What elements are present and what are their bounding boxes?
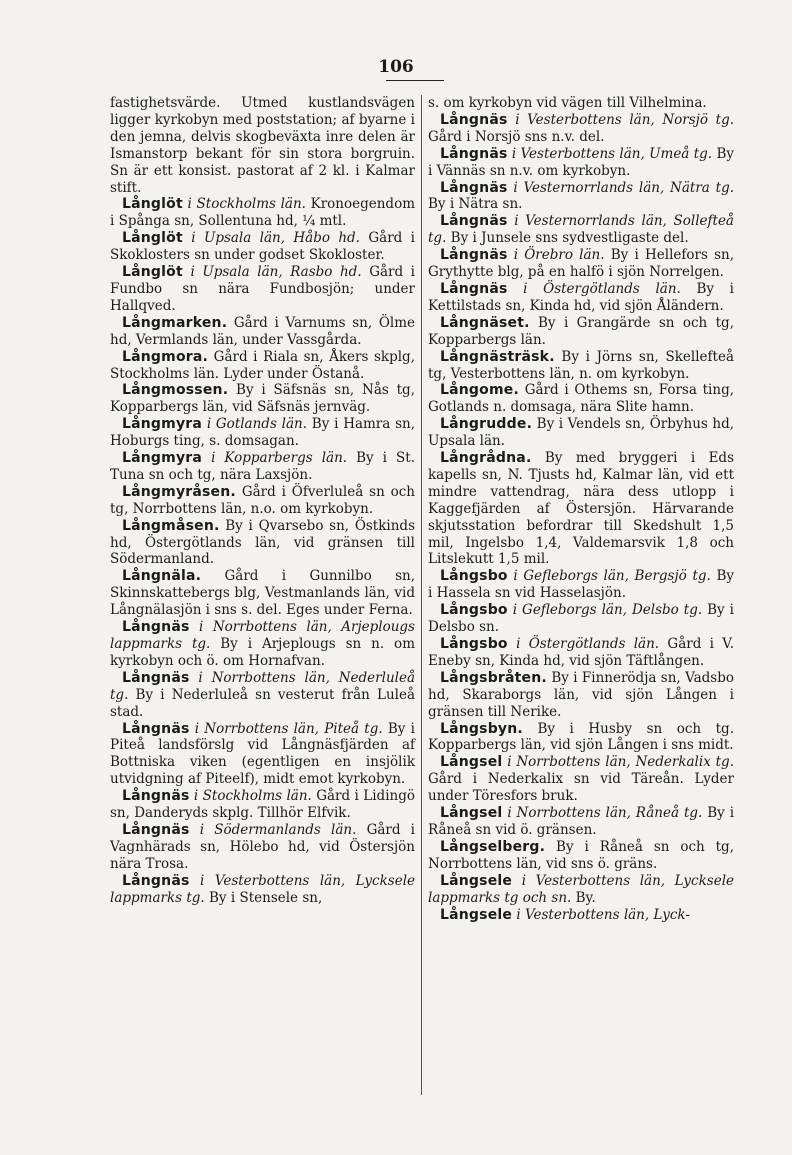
entry-headword: Långnäs — [122, 872, 190, 889]
dictionary-entry — [428, 568, 734, 602]
entry-text: By i Vännäs sn n.v. om kyrkobyn. — [428, 145, 734, 179]
right-column — [428, 95, 734, 923]
entry-headword: Långnäs — [440, 280, 508, 297]
entry-text: Gård i Gunnilbo sn, Skinnskattebergs blg, Vestmanlands län, vid Långnälasjön i sns s. del. Eges under Ferna. — [110, 568, 415, 619]
entry-text: Gård i Othems sn, Forsa ting, Gotlands n. domsaga, nära Slite hamn. — [428, 382, 734, 416]
entry-headword: Långome. — [440, 382, 519, 399]
dictionary-entry — [110, 822, 415, 873]
dictionary-entry — [110, 484, 415, 518]
entry-location: i Vesterbottens län, Norsjö tg. — [515, 111, 735, 128]
entry-location: i Östergötlands län. — [523, 280, 681, 297]
dictionary-entry — [110, 349, 415, 383]
dictionary-entry — [428, 95, 734, 112]
entry-location: i Gefleborgs län, Delsbo tg. — [512, 602, 703, 619]
entry-text: By i St. Tuna sn och tg, nära Laxsjön. — [110, 450, 415, 483]
entry-text: Gård i Nederkalix sn vid Täreån. Lyder under Töresfors bruk. — [428, 771, 734, 805]
entry-text: By i Nederluleå sn vesterut från Luleå stad. — [110, 686, 415, 720]
entry-text: By i Grangärde sn och tg, Kopparbergs län. — [428, 314, 734, 348]
entry-headword: Långlöt — [122, 264, 183, 281]
entry-headword: Långnäla. — [122, 568, 202, 585]
entry-location: i Stockholms län. — [187, 196, 306, 213]
dictionary-entry — [428, 721, 734, 755]
entry-text: By i Arjeplougs sn n. om kyrkobyn och ö. om Hornafvan. — [110, 636, 415, 669]
dictionary-entry — [110, 450, 415, 484]
entry-location: i Norrbottens län, Piteå tg. — [194, 720, 383, 737]
entry-headword: Långmyråsen. — [122, 483, 236, 500]
entry-location: i Upsala län, Rasbo hd. — [190, 264, 362, 281]
dictionary-entry — [110, 264, 415, 315]
entry-headword: Långsbråten. — [440, 669, 547, 686]
entry-headword: Långsele — [440, 906, 513, 923]
dictionary-entry — [110, 95, 415, 196]
entry-headword: Långnäs — [122, 669, 190, 686]
dictionary-entry — [110, 416, 415, 450]
entry-location: i Vesterbottens län, Umeå tg. — [511, 145, 713, 162]
entry-location: i Vesternorrlands län, Sollefteå tg. — [428, 213, 734, 247]
entry-text: By i Nätra sn. — [428, 196, 523, 213]
entry-headword: Långmåsen. — [122, 517, 220, 534]
dictionary-entry — [428, 213, 734, 247]
entry-text: By i Säfsnäs sn, Nås tg, Kopparbergs län, vid Säfsnäs jernväg. — [110, 382, 415, 416]
dictionary-entry — [110, 619, 415, 670]
dictionary-entry — [428, 754, 734, 805]
entry-headword: Långnäset. — [440, 314, 530, 331]
entry-location: i Upsala län, Håbo hd. — [191, 230, 360, 247]
dictionary-entry — [110, 788, 415, 822]
entry-text: By i Hellefors sn, Grythytte blg, på en halfö i sjön Norrelgen. — [428, 247, 734, 281]
entry-headword: Långnäs — [440, 213, 508, 230]
dictionary-entry — [428, 180, 734, 214]
entry-text: Gård i Skoklosters sn under godset Skokloster. — [110, 230, 415, 264]
dictionary-entry — [110, 382, 415, 416]
dictionary-entry — [428, 636, 734, 670]
entry-text: s. om kyrkobyn vid vägen till Vilhelmina. — [428, 95, 707, 111]
entry-text: Kronoegendom i Spånga sn, Sollentuna hd, ¼ mtl. — [110, 196, 415, 230]
entry-headword: Långlöt — [122, 230, 183, 247]
entry-headword: Långmora. — [122, 348, 209, 365]
entry-text: Gård i Fundbo sn nära Fundbosjön; under Hallqved. — [110, 264, 416, 314]
entry-headword: Långnäs — [122, 821, 190, 838]
entry-text: By i Husby sn och tg. Kopparbergs län, vid sjön Lången i sns midt. — [428, 720, 734, 754]
entry-headword: Långnäs — [440, 111, 508, 128]
entry-text: Gård i Lidingö sn, Danderyds skplg. Tillhör Elfvik. — [110, 788, 415, 822]
page-number-rule — [386, 80, 444, 81]
entry-location: i Vesterbottens län, Lycksele lappmarks tg och sn. — [428, 872, 735, 906]
entry-location: i Norrbottens län, Nederkalix tg. — [507, 754, 734, 771]
entry-text: By i Vendels sn, Örbyhus hd, Upsala län. — [428, 416, 734, 450]
entry-text: By. — [575, 889, 596, 906]
entry-text: By i Kettilstads sn, Kinda hd, vid sjön Åländern. — [428, 280, 734, 314]
dictionary-entry — [110, 315, 415, 349]
entry-text: By i Qvarsebo sn, Östkinds hd, Östergötlands län, vid gränsen till Södermanland. — [110, 517, 415, 568]
entry-text: fastighetsvärde. Utmed kustlandsvägen ligger kyrkobyn med poststation; af byarne i den jemna, delvis skogbeväxta inre delen är Ismanstorp bekant för sin stora borgruin. Sn är ett konsist. pastorat af 2 kl. i Kalmar stift. — [110, 95, 415, 196]
entry-text: Gård i Riala sn, Åkers skplg, Stockholms län. Lyder under Östanå. — [110, 348, 415, 382]
entry-text: By i Junsele sns sydvestligaste del. — [450, 230, 689, 247]
entry-text: By i Piteå landsförslg vid Långnäsfjärden af Bottniska viken (egentligen en insjölik utvidgning af Piteelf), midt emot kyrkobyn. — [110, 720, 415, 788]
entry-headword: Långnäs — [122, 720, 190, 737]
dictionary-entry — [110, 518, 415, 569]
dictionary-entry — [110, 670, 415, 721]
entry-text: By i Delsbo sn. — [428, 602, 734, 636]
dictionary-entry — [428, 805, 734, 839]
entry-text: By i Stensele sn, — [209, 889, 323, 906]
entry-headword: Långnäs — [440, 247, 508, 264]
entry-headword: Långnästräsk. — [440, 348, 555, 365]
entry-location: i Gotlands län. — [206, 416, 307, 433]
entry-location: i Norrbottens län, Arjeplougs lappmarks tg. — [110, 619, 415, 652]
dictionary-entry — [428, 839, 734, 873]
entry-location: i Norrbottens län, Råneå tg. — [507, 805, 703, 822]
entry-headword: Långrådna. — [440, 450, 532, 467]
entry-location: i Vesterbottens län, Lyck- — [516, 906, 690, 923]
entry-text: Gård i Varnums sn, Ölme hd, Vermlands län, under Vassgårda. — [110, 314, 415, 348]
dictionary-entry — [428, 112, 734, 146]
dictionary-entry — [428, 907, 734, 924]
entry-headword: Långsel — [440, 754, 503, 771]
dictionary-entry — [428, 382, 734, 416]
entry-headword: Långsbo — [440, 636, 508, 652]
entry-headword: Långsbyn. — [440, 720, 523, 737]
entry-text: By i Finnerödja sn, Vadsbo hd, Skaraborgs län, vid sjön Lången i gränsen till Nerike. — [428, 669, 734, 720]
dictionary-entry — [110, 196, 415, 230]
dictionary-entry — [428, 873, 734, 907]
entry-text: By i Hassela sn vid Hasselasjön. — [428, 568, 735, 602]
entry-text: Gård i Norsjö sns n.v. del. — [428, 128, 605, 145]
entry-headword: Långsbo — [440, 602, 508, 619]
left-column — [110, 95, 415, 907]
page-number: 106 — [378, 57, 414, 77]
dictionary-entry — [110, 873, 415, 907]
entry-headword: Långmyra — [122, 450, 203, 467]
entry-headword: Långsbo — [440, 568, 508, 585]
entry-location: i Östergötlands län. — [516, 636, 660, 652]
entry-location: i Norrbottens län, Nederluleå tg. — [110, 669, 415, 703]
entry-text: By i Hamra sn, Hoburgs ting, s. domsagan. — [110, 416, 415, 450]
entry-headword: Långselberg. — [440, 838, 546, 855]
dictionary-entry — [428, 247, 734, 281]
entry-text: Gård i Vagnhärads sn, Hölebo hd, vid Östersjön nära Trosa. — [110, 821, 415, 872]
entry-location: i Vesterbottens län, Lycksele lappmarks tg. — [110, 872, 416, 906]
entry-headword: Långnäs — [122, 788, 190, 805]
entry-headword: Långrudde. — [440, 416, 533, 433]
column-divider — [421, 95, 422, 1095]
dictionary-entry — [428, 315, 734, 349]
entry-headword: Långsele — [440, 872, 513, 889]
dictionary-entry — [110, 721, 415, 789]
dictionary-entry — [110, 230, 415, 264]
entry-headword: Långsel — [440, 805, 503, 822]
entry-headword: Långnäs — [440, 145, 508, 162]
dictionary-entry — [428, 670, 734, 721]
entry-location: i Örebro län. — [513, 247, 605, 264]
entry-location: i Vesternorrlands län, Nätra tg. — [513, 179, 735, 196]
entry-headword: Långnäs — [440, 179, 508, 196]
entry-text: Gård i V. Eneby sn, Kinda hd, vid sjön Täftlången. — [428, 636, 734, 669]
entry-headword: Långmyra — [122, 416, 203, 433]
dictionary-entry — [428, 281, 734, 315]
dictionary-entry — [428, 602, 734, 636]
dictionary-entry — [428, 349, 734, 383]
entry-location: i Stockholms län. — [193, 788, 312, 805]
entry-text: By i Råneå sn vid ö. gränsen. — [428, 805, 735, 838]
entry-headword: Långlöt — [122, 196, 183, 213]
entry-headword: Långmarken. — [122, 314, 228, 331]
entry-text: By i Råneå sn och tg, Norrbottens län, vid sns ö. gräns. — [428, 838, 734, 872]
entry-text: By med bryggeri i Eds kapells sn, N. Tjusts hd, Kalmar län, vid ett mindre vattendrag, nära dess utlopp i Kaggefjärden af Östersjön. Härvarande skjutsstation befordrar till Skedshult 1,5 mil, Ingelsbo 1,4, Valdemarsvik 1,8 och Litslekutt 1,5 mil. — [428, 450, 735, 568]
entry-headword: Långmossen. — [122, 382, 229, 399]
entry-location: i Kopparbergs län. — [211, 450, 348, 467]
dictionary-entry — [428, 416, 734, 450]
dictionary-entry — [428, 450, 734, 568]
entry-location: i Södermanlands län. — [199, 821, 357, 838]
dictionary-entry — [110, 568, 415, 619]
entry-headword: Långnäs — [122, 619, 190, 636]
entry-text: Gård i Öfverluleå sn och tg, Norrbottens län, n.o. om kyrkobyn. — [110, 483, 416, 517]
entry-location: i Gefleborgs län, Bergsjö tg. — [513, 568, 711, 585]
entry-text: By i Jörns sn, Skellefteå tg, Vesterbottens län, n. om kyrkobyn. — [428, 348, 735, 382]
dictionary-entry — [428, 146, 734, 180]
